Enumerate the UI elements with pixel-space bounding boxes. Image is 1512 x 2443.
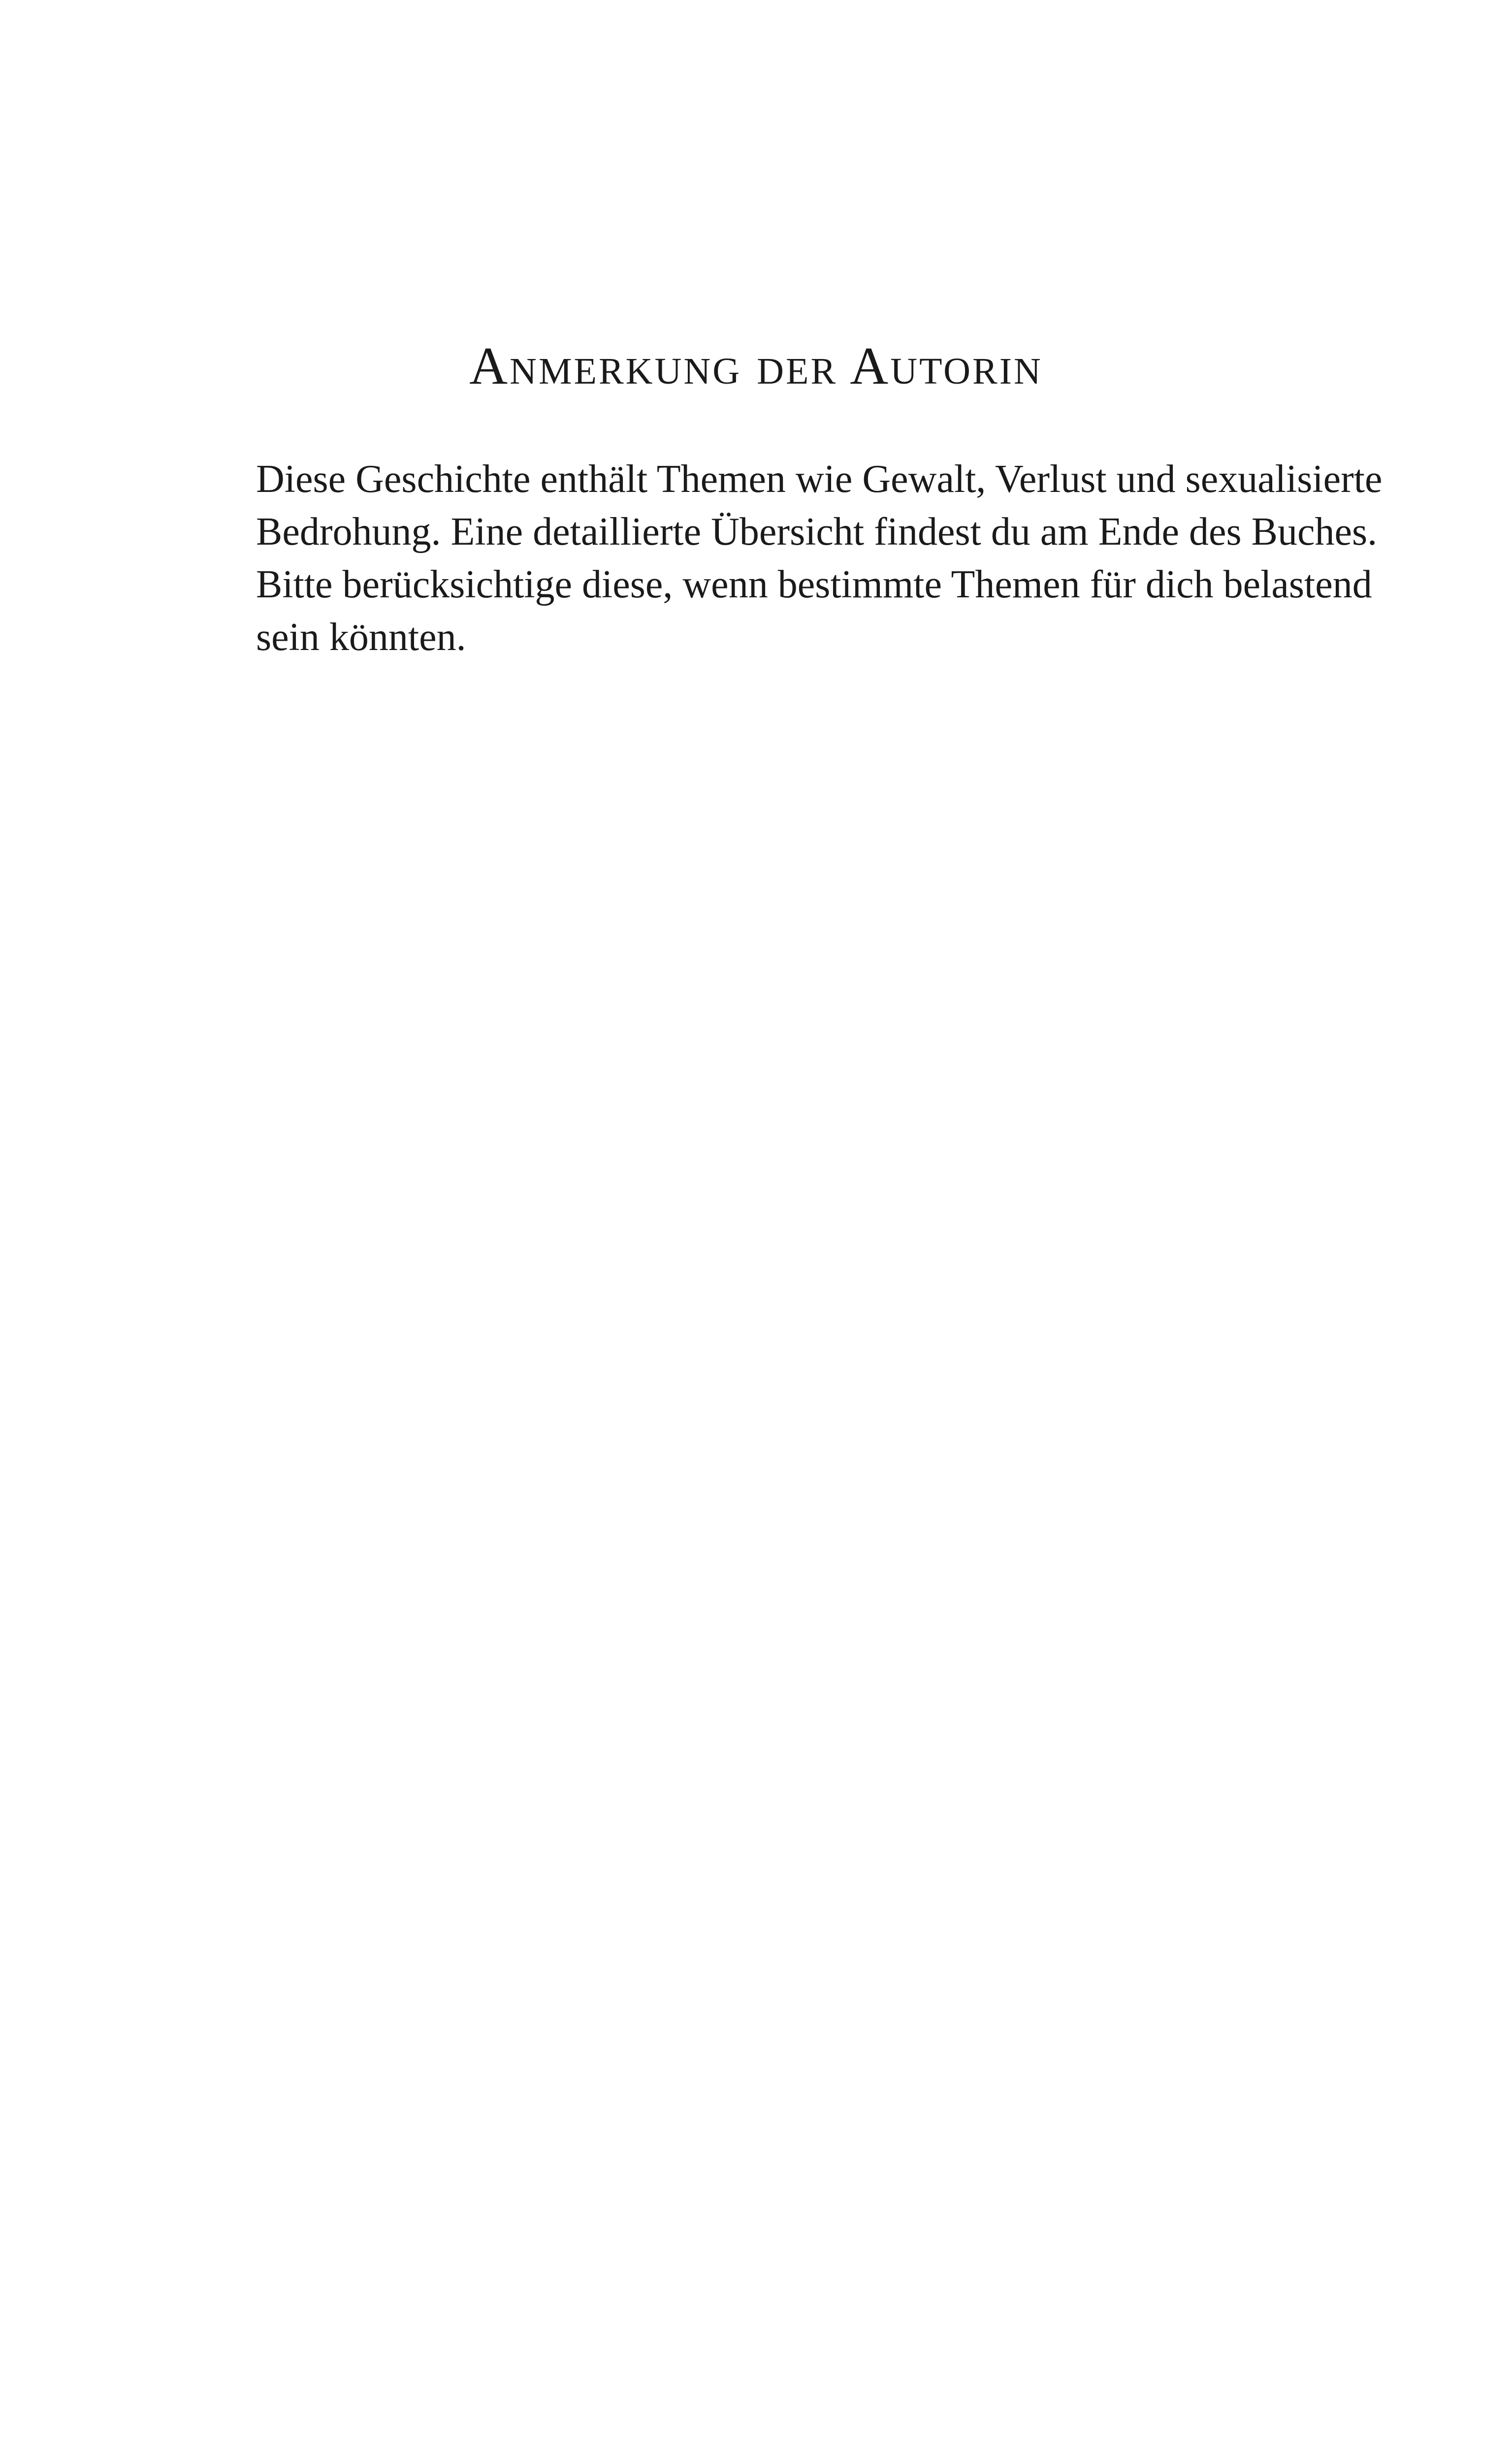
- paragraph-line: Bedrohung. Eine detaillierte Übersicht findest du am Ende des Buches.: [256, 510, 1378, 554]
- page-heading: Anmerkung der Autorin: [469, 337, 1043, 395]
- paragraph-line: sein könnten.: [256, 616, 466, 659]
- paragraph-line: Bitte berücksichtige diese, wenn bestimmte Themen für dich belastend: [256, 563, 1372, 606]
- paragraph-line: Diese Geschichte enthält Themen wie Gewalt, Verlust und sexualisierte: [256, 457, 1383, 501]
- content-warning-paragraph: [256, 453, 1383, 664]
